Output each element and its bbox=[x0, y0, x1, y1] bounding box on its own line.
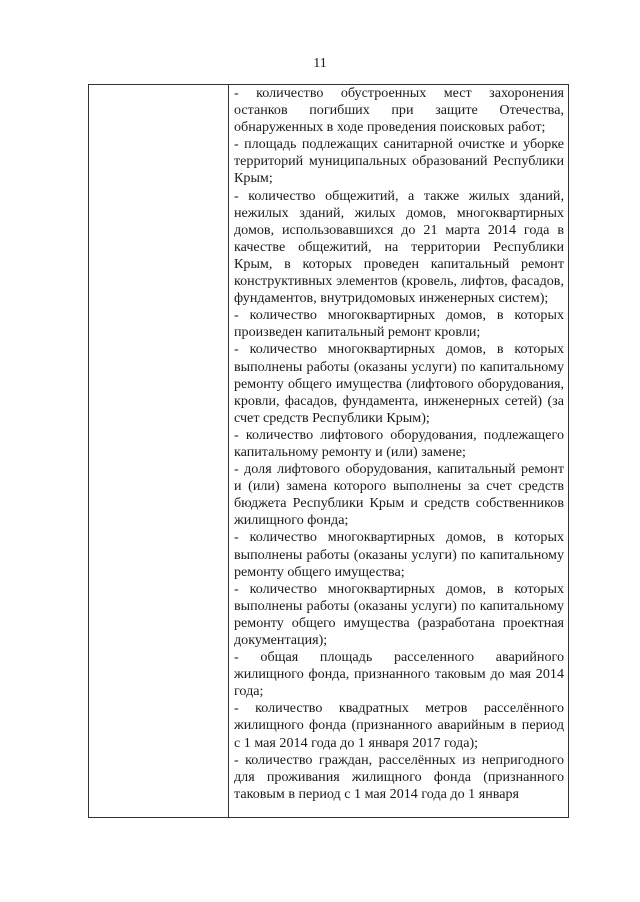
list-item: - количество квадратных метров расселённого жилищного фонда (признанного аварийным в период с 1 мая 2014 года до 1 января 2017 года); bbox=[234, 700, 564, 751]
indicator-list bbox=[229, 85, 568, 817]
left-column-cell bbox=[89, 85, 229, 818]
list-item: - общая площадь расселенного аварийного жилищного фонда, признанного таковым до мая 2014 года; bbox=[234, 649, 564, 700]
right-column-cell bbox=[229, 85, 569, 818]
document-table bbox=[88, 84, 569, 818]
list-item: - площадь подлежащих санитарной очистке и уборке территорий муниципальных образований Республики Крым; bbox=[234, 136, 564, 187]
list-item: - количество многоквартирных домов, в которых выполнены работы (оказаны услуги) по капитальному ремонту общего имущества; bbox=[234, 529, 564, 580]
list-item: - доля лифтового оборудования, капитальный ремонт и (или) замена которого выполнены за счет средств бюджета Республики Крым и средств собственников жилищного фонда; bbox=[234, 461, 564, 529]
table-row bbox=[89, 85, 569, 818]
page-number: 11 bbox=[313, 56, 327, 71]
list-item: - количество граждан, расселённых из непригодного для проживания жилищного фонда (признанного таковым в период с 1 мая 2014 года до 1 января bbox=[234, 751, 564, 802]
list-item: - количество многоквартирных домов, в которых произведен капитальный ремонт кровли; bbox=[234, 307, 564, 341]
list-item: - количество общежитий, а также жилых зданий, нежилых зданий, жилых домов, многоквартирных домов, использовавшихся до 21 марта 2014 года в качестве общежитий, на территории Республики Крым, в которых проведен капитальный ремонт конструктивных элементов (кровель, лифтов, фасадов, фундаментов, внутридомовых инженерных систем); bbox=[234, 187, 564, 307]
list-item: - количество лифтового оборудования, подлежащего капитальному ремонту и (или) замене; bbox=[234, 426, 564, 460]
list-item: - количество обустроенных мест захоронения останков погибших при защите Отечества, обнаруженных в ходе проведения поисковых работ; bbox=[234, 85, 564, 136]
list-item: - количество многоквартирных домов, в которых выполнены работы (оказаны услуги) по капитальному ремонту общего имущества (разработана проектная документация); bbox=[234, 580, 564, 648]
list-item: - количество многоквартирных домов, в которых выполнены работы (оказаны услуги) по капитальному ремонту общего имущества (лифтового оборудования, кровли, фасадов, фундамента, инженерных сетей) (за счет средств Республики Крым); bbox=[234, 341, 564, 426]
